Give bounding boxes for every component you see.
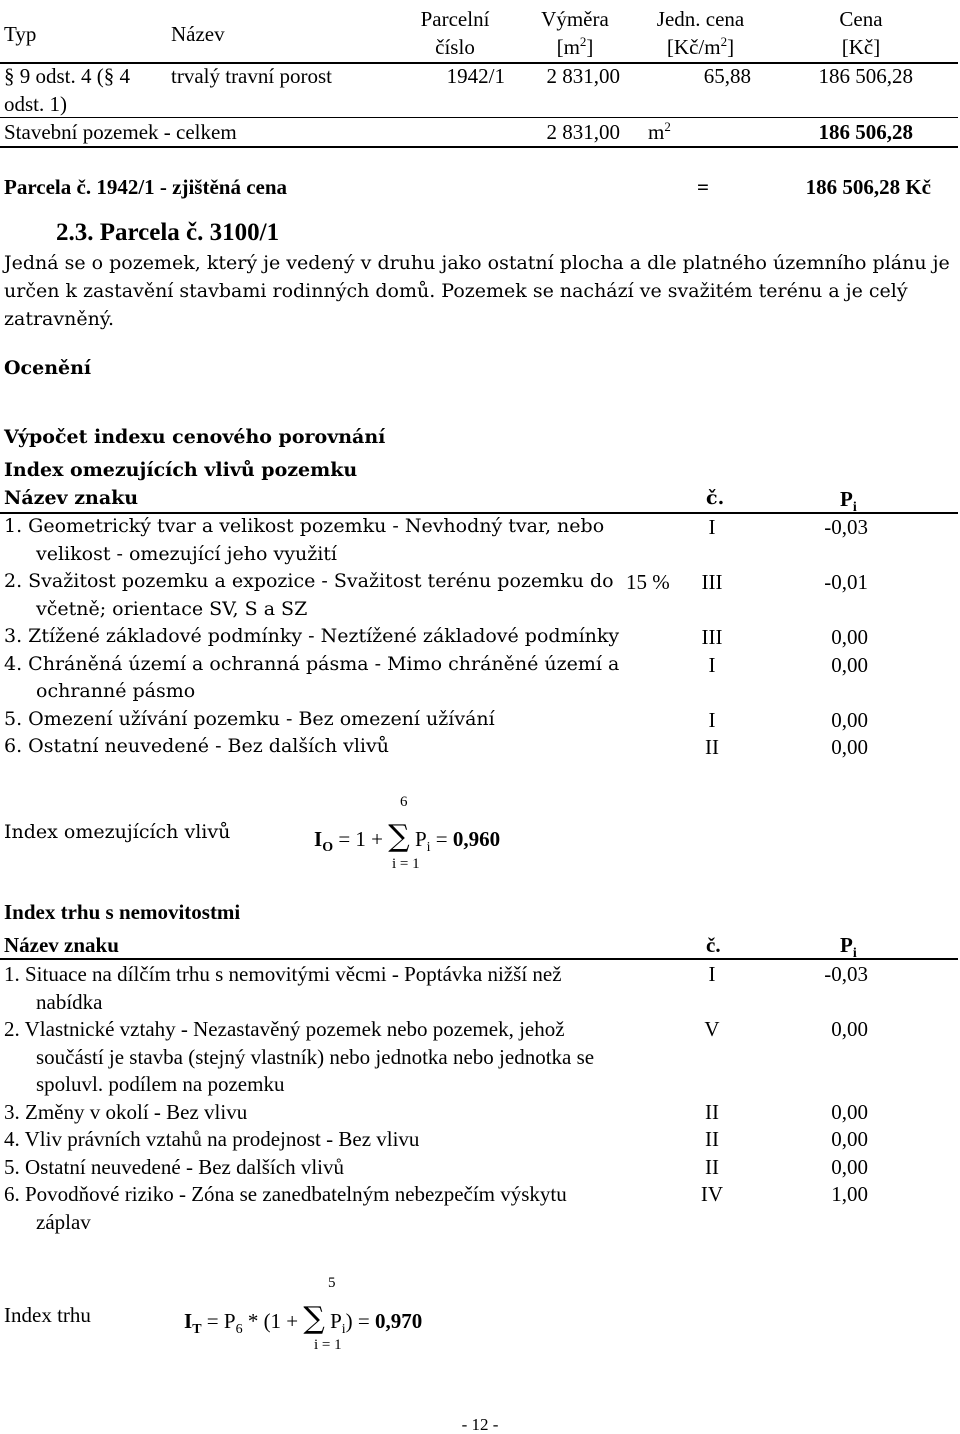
description-line-3: zatravněný. [4, 308, 115, 330]
omez-row-2-line-2: včetně; orientace SV, S a SZ [36, 598, 308, 620]
row-typ-2: odst. 1) [4, 92, 67, 116]
trhu-row-2-p: 0,00 [831, 1017, 868, 1041]
col-nazev-header: Název [171, 22, 225, 46]
col-parcelni-header: Parcelní [420, 7, 490, 31]
trhu-row-5-c: II [705, 1155, 719, 1179]
omez-row-6-c: II [705, 735, 719, 759]
index-omez-col-nazev: Název znaku [4, 487, 139, 509]
col-cena-header-2: [Kč] [841, 35, 881, 59]
omez-row-3-line-1: 3. Ztížené základové podmínky - Neztížené základové podmínky [4, 625, 620, 647]
omez-row-4-line-2: ochranné pásmo [36, 680, 196, 702]
omez-row-2-c: III [701, 570, 723, 594]
omez-row-1-line-2: velikost - omezující jeho využití [36, 543, 337, 565]
trhu-row-1-line-1: 1. Situace na dílčím trhu s nemovitými věcmi - Poptávka nižší než [4, 962, 562, 986]
index-omez-title: Index omezujících vlivů pozemku [4, 459, 358, 481]
total-unit: $m^2$ [648, 119, 671, 144]
trhu-row-6-line-1: 6. Povodňové riziko - Zóna se zanedbatelným nebezpečím výskytu [4, 1182, 567, 1206]
index-trhu-col-nazev: Název znaku [4, 933, 119, 957]
omez-row-2-line-1: 2. Svažitost pozemku a expozice - Svažitost terénu pozemku do [4, 570, 614, 592]
omez-row-5-p: 0,00 [831, 708, 868, 732]
row-nazev: trvalý travní porost [171, 64, 332, 88]
col-jedn-header: Jedn. cena [656, 7, 745, 31]
col-vymera-header: Výměra [541, 7, 609, 31]
trhu-row-6-line-2: záplav [36, 1210, 91, 1234]
omez-row-1-p: -0,03 [824, 515, 868, 539]
omez-row-4-p: 0,00 [831, 653, 868, 677]
index-omez-col-c: č. [706, 487, 725, 509]
trhu-row-2-c: V [704, 1017, 720, 1041]
omez-row-3-c: III [701, 625, 723, 649]
row-typ: § 9 odst. 4 (§ 4 [4, 64, 130, 88]
parcel-summary-eq: = [697, 175, 709, 199]
omez-row-6-p: 0,00 [831, 735, 868, 759]
trhu-row-1-c: I [708, 962, 716, 986]
trhu-row-5-line-1: 5. Ostatní neuvedené - Bez dalších vlivů [4, 1155, 344, 1179]
oceneni-heading: Ocenění [4, 357, 92, 379]
index-omez-sum-upper: 6 [400, 794, 408, 810]
omez-row-1-c: I [708, 515, 716, 539]
index-trhu-sum-upper: 5 [328, 1275, 336, 1291]
index-omez-rule [0, 512, 958, 514]
trhu-row-5-p: 0,00 [831, 1155, 868, 1179]
index-trhu-formula-label: Index trhu [4, 1303, 91, 1327]
index-omez-sum-lower: i = 1 [392, 856, 420, 872]
trhu-row-4-line-1: 4. Vliv právních vztahů na prodejnost - Bez vlivu [4, 1127, 420, 1151]
index-trhu-col-c: č. [706, 933, 721, 957]
parcel-summary-label: Parcela č. 1942/1 - zjištěná cena [4, 175, 288, 199]
trhu-row-2-line-1: 2. Vlastnické vztahy - Nezastavěný pozemek nebo pozemek, jehož [4, 1017, 565, 1041]
omez-row-5-c: I [708, 708, 716, 732]
trhu-row-1-line-2: nabídka [36, 990, 103, 1014]
row-vymera: 2 831,00 [546, 64, 620, 88]
row-cena: 186 506,28 [818, 64, 913, 88]
parcel-summary-value: 186 506,28 Kč [805, 175, 931, 199]
omez-row-4-c: I [708, 653, 716, 677]
sum-icon: ∑ [388, 819, 410, 854]
section-heading: 2.3. Parcela č. 3100/1 [56, 219, 280, 246]
trhu-row-3-line-1: 3. Změny v okolí - Bez vlivu [4, 1100, 248, 1124]
row-jedn-cena: 65,88 [703, 64, 751, 88]
index-trhu-rule [0, 958, 958, 960]
sum-icon: ∑ [303, 1301, 325, 1336]
omez-row-4-line-1: 4. Chráněná území a ochranná pásma - Mimo chráněné území a [4, 653, 620, 675]
omez-row-5-line-1: 5. Omezení užívání pozemku - Bez omezení užívání [4, 708, 495, 730]
row-parcelni: 1942/1 [446, 64, 505, 88]
trhu-row-2-line-2: součástí je stavba (stejný vlastník) nebo jednotka nebo jednotka se [36, 1045, 595, 1069]
trhu-row-3-c: II [705, 1100, 719, 1124]
index-omez-formula-label: Index omezujících vlivů [4, 821, 231, 843]
page-number: - 12 - [461, 1415, 499, 1434]
description-line-2: určen k zastavění stavbami rodinných domů. Pozemek se nachází ve svažitém terénu a je celý [4, 280, 908, 302]
index-omez-formula-expr: $I_O = 1$ + ∑ $P_i = 0,960$ [314, 819, 501, 855]
col-typ-header: Typ [4, 22, 37, 46]
row-rule [0, 117, 958, 118]
omez-row-3-p: 0,00 [831, 625, 868, 649]
omez-row-2-p: -0,01 [824, 570, 868, 594]
col-vymera-header-2: $[m^2]$ [556, 34, 594, 59]
total-vymera: 2 831,00 [546, 120, 620, 144]
description-line-1: Jedná se o pozemek, který je vedený v druhu jako ostatní plocha a dle platného územního plánu je [4, 252, 950, 274]
total-cena: 186 506,28 [818, 120, 913, 144]
trhu-row-6-c: IV [700, 1182, 724, 1206]
trhu-row-4-c: II [705, 1127, 719, 1151]
index-omez-col-p: $P_i$ [840, 487, 857, 515]
index-trhu-col-p: $P_i$ [840, 933, 857, 961]
index-trhu-sum-lower: i = 1 [314, 1337, 342, 1353]
trhu-row-4-p: 0,00 [831, 1127, 868, 1151]
trhu-row-6-p: 1,00 [831, 1182, 868, 1206]
trhu-row-3-p: 0,00 [831, 1100, 868, 1124]
omez-row-2-extra: 15 % [626, 570, 670, 594]
col-jedn-header-2: $[Kč/m^2]$ [666, 34, 735, 59]
vypocet-heading: Výpočet indexu cenového porovnání [4, 426, 386, 448]
total-label: Stavební pozemek - celkem [4, 120, 237, 144]
omez-row-1-line-1: 1. Geometrický tvar a velikost pozemku - Nevhodný tvar, nebo [4, 515, 605, 537]
trhu-row-1-p: -0,03 [824, 962, 868, 986]
index-trhu-formula-expr: $I_T = P_6 * (1$ + ∑ $P_i) = 0,970$ [184, 1301, 423, 1337]
omez-row-6-line-1: 6. Ostatní neuvedené - Bez dalších vlivů [4, 735, 389, 757]
col-parcelni-header-2: číslo [435, 35, 475, 59]
index-trhu-title: Index trhu s nemovitostmi [4, 900, 241, 924]
trhu-row-2-line-3: spoluvl. podílem na pozemku [36, 1072, 285, 1096]
total-rule [0, 146, 958, 148]
col-cena-header: Cena [839, 7, 883, 31]
